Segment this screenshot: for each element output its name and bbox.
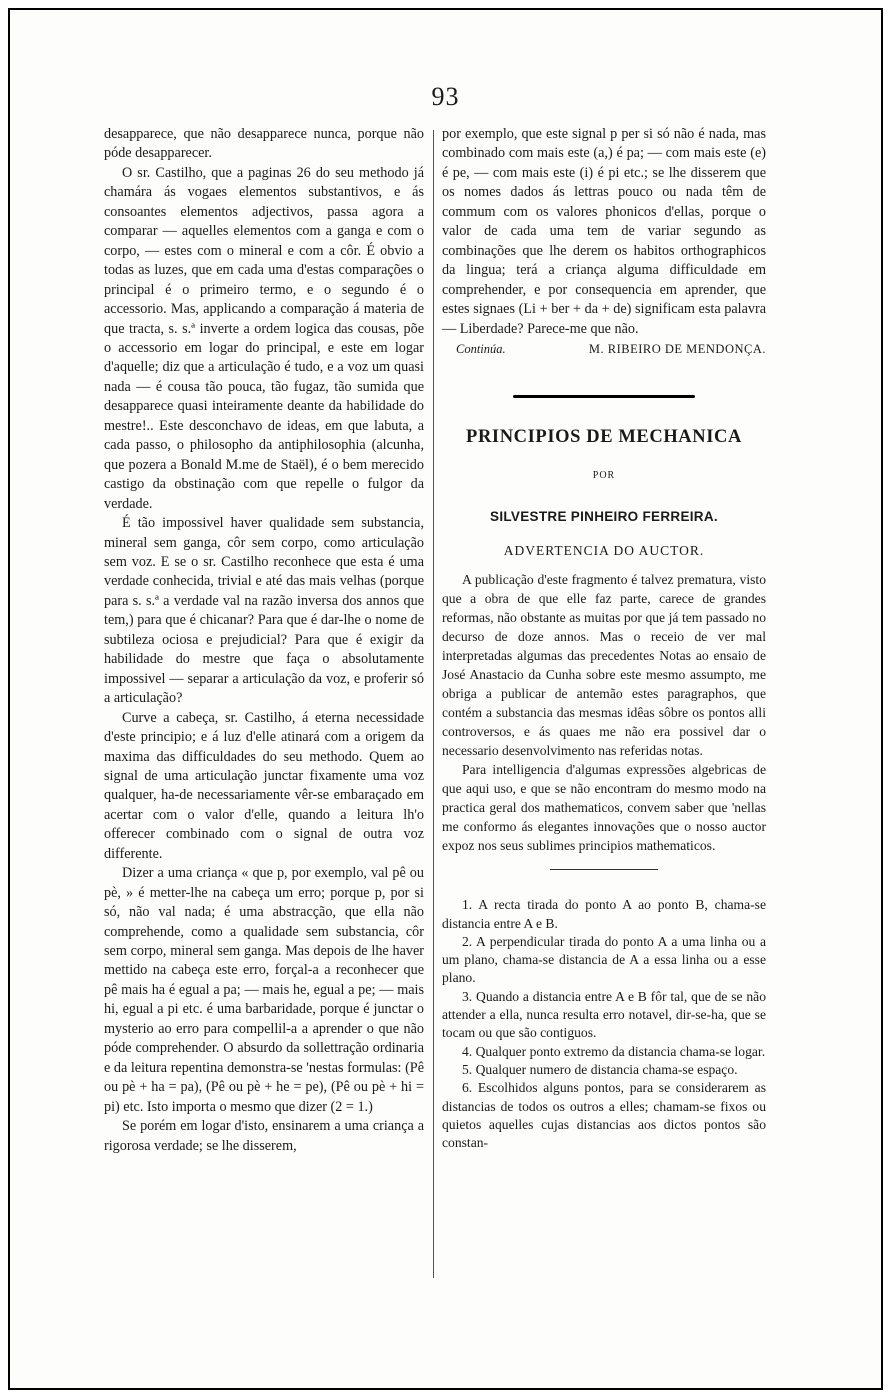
paragraph: Se porém em logar d'isto, ensinarem a uma criança a rigorosa verdade; se lhe disserem, bbox=[104, 1118, 424, 1154]
article-author: SILVESTRE PINHEIRO FERREIRA. bbox=[490, 509, 718, 525]
paragraph: Dizer a uma criança « que p, por exemplo, val pê ou pè, » é metter-lhe na cabeça um erro; porque p, por si só, não val nada; é uma abstracção, que ella não comprehende, como a qualidade sem substancia, côr sem corpo, mineral sem ganga. Mas depois de lhe haver mettido na cabeça este erro, forçal-a a reconhecer que pê mais ha é egual a pa; — mais he, egual a pe; — mais hi, egual a pi etc. é uma barbaridade, porque é junctar o mysterio ao erro para compellil-a a aprender o que não póde comprehender. O absurdo da sollettração ordinaria e da leitura repentina demonstra-se 'nestas formulas: (Pê ou pè + ha = pa), (Pê ou pè + he = pe), (Pê ou pè + hi = pi) etc. Isto importa o mesmo que dizer (2 = 1.) bbox=[104, 865, 424, 1115]
paragraph: É tão impossivel haver qualidade sem substancia, mineral sem ganga, côr sem corpo, como articulação sem voz. E se o sr. Castilho reconhece que esta é uma verdade conhecida, trivial e até das mais velhas (porque para s. s.ª a verdade val na razão inversa dos annos que tem,) para que é chicanar? Para que é dar-lhe o nome de subtileza ociosa e prejudicial? Para que é exigir da habilidade do mestre que faça o absolutamente impossivel — separar a articulação da voz, e proferir só a articulação? bbox=[104, 515, 424, 707]
section-divider bbox=[513, 395, 695, 398]
paragraph: desapparece, que não desapparece nunca, porque não póde desapparecer. bbox=[104, 126, 424, 162]
byline-por: POR bbox=[592, 469, 616, 481]
page-number: 93 bbox=[431, 82, 460, 111]
left-column bbox=[104, 125, 424, 1156]
section-heading: ADVERTENCIA DO AUCTOR. bbox=[503, 542, 705, 558]
preface bbox=[442, 570, 766, 855]
paragraph: A publicação d'este fragmento é talvez prematura, visto que a obra de que elle faz parte, carece de grandes reformas, não obstante as muitas por que já tem passado no decurso de doze annos. Mas o receio de ver mal interpretadas algumas das precedentes Notas ao ensaio de José Anastacio da Cunha sobre este mesmo assumpto, me obriga a publicar de antemão estes paragraphos, que contém a substancia das mesmas idêas sôbre os pontos alli controversos, e ás quaes me não era possivel dar o necessario desenvolvimento nas referidas notas. bbox=[442, 572, 766, 759]
paragraph: por exemplo, que este signal p per si só não é nada, mas combinado com mais este (a,) é pa; — com mais este (e) é pe, — com mais este (i) é pi etc.; se lhe disserem que os nomes dados ás lettras pouco ou nada têm de commum com os valores phonicos d'ellas, porque o valor de cada uma tem de variar segundo as combinações que lhe derem os habitos orthographicos da lingua; terá a criança alguma difficuldade em comprehender, e por consequencia em aprender, que estes signaes (Li + ber + da + de) significam esta palavra — Liberdade? Parece-me que não. bbox=[442, 126, 766, 337]
signature-line bbox=[442, 340, 766, 359]
list-item: 5. Qualquer numero de distancia chama-se espaço. bbox=[462, 1061, 738, 1077]
right-column bbox=[442, 125, 766, 1152]
list-item: 2. A perpendicular tirada do ponto A a uma linha ou a um plano, chama-se distancia de A a essa linha ou a esse plano. bbox=[442, 933, 766, 986]
short-rule bbox=[550, 869, 658, 870]
article-title: PRINCIPIOS DE MECHANICA bbox=[466, 427, 742, 448]
paragraph: O sr. Castilho, que a paginas 26 do seu methodo já chamára ás vogaes elementos substantivos, e ás consoantes elementos adjectivos, passa agora a comparar — aquelles elementos com a ganga e com o corpo, — estes com o mineral e com a côr. É obvio a todas as luzes, que em cada uma d'estas comparações o principal é o primeiro termo, e o segundo é o accessorio. Mas, applicando a comparação á materia de que tracta, s. s.ª inverte a ordem logica das cousas, põe o accessorio em logar do principal, e este em logar d'aquelle; diz que a articulação é tudo, e a voz um quasi nada — é cousa tão pouca, tão fugaz, tão sumida que desapparece quasi inteiramente deante da habilidade do mestre!.. Este desconchavo de ideas, em que labuta, a cada passo, o philosopho da antiphilosophia (alcunha, que pozera a Bonald M.me de Staël), é o bem merecido castigo da obstinação com que repelle o fulgor da verdade. bbox=[104, 164, 424, 512]
list-item: 1. A recta tirada do ponto A ao ponto B, chama-se distancia entre A e B. bbox=[442, 897, 766, 931]
list-item: 6. Escolhidos alguns pontos, para se considerarem as distancias de todos os outros a elles; chamam-se fixos ou quietos aquelles cujas distancias aos dictos pontos são constan- bbox=[442, 1080, 766, 1151]
column-divider bbox=[433, 130, 434, 1278]
continua-label: Continúa. bbox=[456, 341, 506, 356]
book-page bbox=[8, 8, 883, 1390]
paragraph: Para intelligencia d'algumas expressões algebricas de que aqui uso, e que se não encontram do mesmo modo na practica geral dos mathematicos, convem saber que 'nellas me conformo ás elegantes innovações que o nosso auctor expoz nos seus sublimes principios mathematicos. bbox=[442, 762, 766, 854]
numbered-list bbox=[442, 896, 766, 1152]
paragraph: Curve a cabeça, sr. Castilho, á eterna necessidade d'este principio; e á luz d'elle atinará com a origem da maxima das difficuldades do seu methodo. Quem ao signal de uma articulação junctar fixamente uma voz qualquer, ha-de necessariamente vêr-se embaraçado em acertar com o valor d'elle, quando a leitura lh'o offerecer combinado com o signal de outra voz differente. bbox=[104, 709, 424, 862]
list-item: 4. Qualquer ponto extremo da distancia chama-se logar. bbox=[462, 1043, 766, 1059]
author-signature: M. RIBEIRO DE MENDONÇA. bbox=[588, 341, 766, 356]
list-item: 3. Quando a distancia entre A e B fôr tal, que de se não attender a ella, nunca resulta erro notavel, dir-se-ha, que se tocam ou que são contiguos. bbox=[442, 988, 766, 1041]
